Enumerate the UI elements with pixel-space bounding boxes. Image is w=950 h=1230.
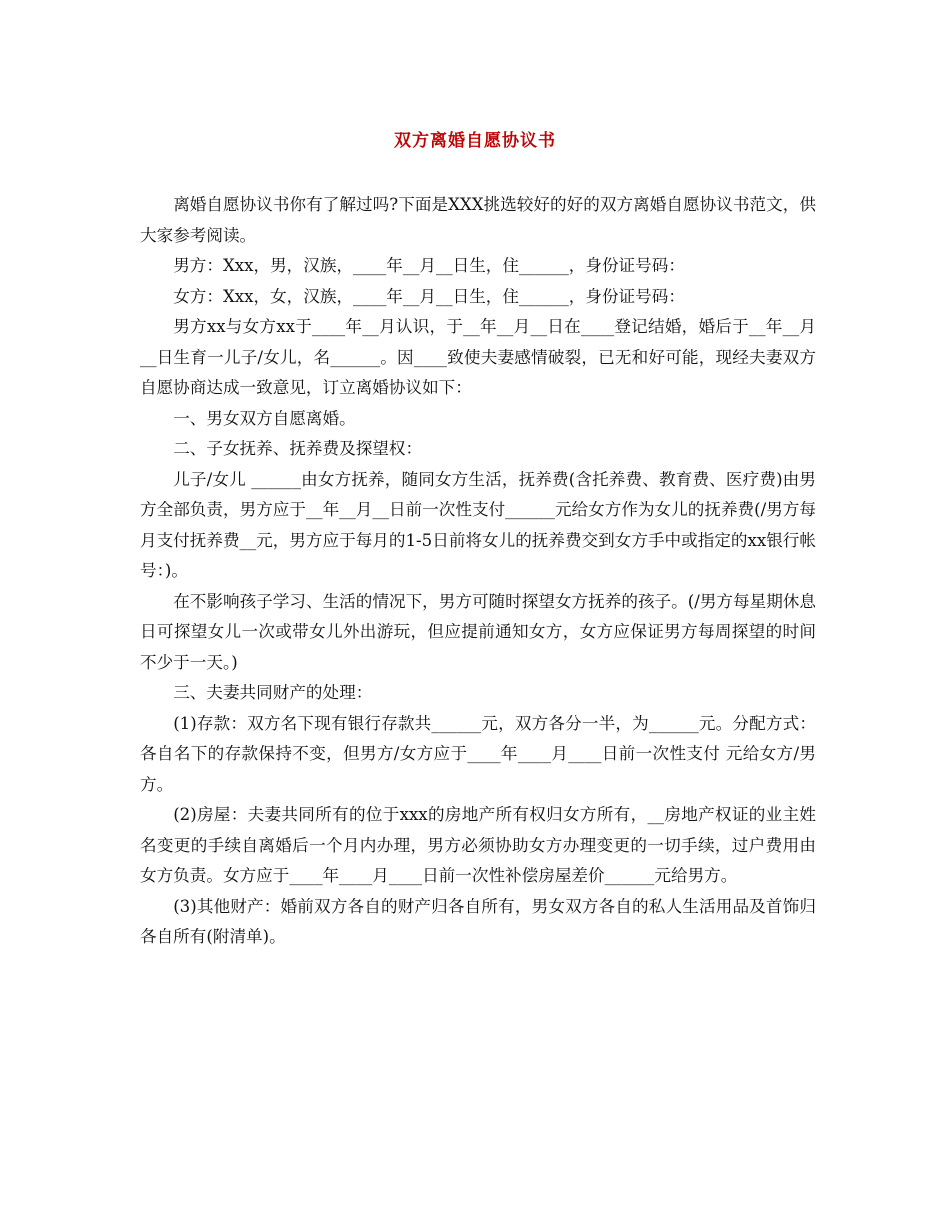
document-title: 双方离婚自愿协议书	[394, 131, 556, 151]
clause-three-heading: 三、夫妻共同财产的处理：	[173, 683, 373, 702]
male-party-paragraph: 男方：Xxx，男，汉族，____年__月__日生，住______，身份证号码：	[173, 256, 685, 275]
marriage-background-paragraph: 男方xx与女方xx于____年__月认识，于__年__月__日在____登记结婚，婚后于__年__月__日生育一儿子/女儿，名______。因____致使夫妻感情破裂，已无和好可能，现经夫妻双方自愿协商达成一致意见，订立离婚协议如下：	[140, 317, 816, 397]
clause-one-heading: 一、男女双方自愿离婚。	[173, 408, 356, 428]
female-party-paragraph: 女方：Xxx，女，汉族，____年__月__日生，住______，身份证号码：	[173, 286, 685, 306]
child-support-paragraph: 儿子/女儿 ______由女方抚养，随同女方生活，抚养费(含托养费、教育费、医疗费)由男方全部负责，男方应于__年__月__日前一次性支付______元给女方作为女儿的抚养费(/男方每月支付抚养费__元，男方应于每月的1-5日前将女儿的抚养费交到女方手中或指定的xx银行帐号：)。	[140, 469, 816, 580]
clause-two-heading: 二、子女抚养、抚养费及探望权：	[173, 439, 423, 458]
other-property-paragraph: (3)其他财产：婚前双方各自的财产归各自所有，男女双方各自的私人生活用品及首饰归各自所有(附清单)。	[140, 896, 816, 946]
visitation-paragraph: 在不影响孩子学习、生活的情况下，男方可随时探望女方抚养的孩子。(/男方每星期休息日可探望女儿一次或带女儿外出游玩，但应提前通知女方，女方应保证男方每周探望的时间不少于一天。)	[140, 591, 816, 672]
house-paragraph: (2)房屋：夫妻共同所有的位于xxx的房地产所有权归女方所有，__房地产权证的业主姓名变更的手续自离婚后一个月内办理，男方必须协助女方办理变更的一切手续，过户费用由女方负责。女方应于____年____月____日前一次性补偿房屋差价______元给男方。	[140, 805, 816, 885]
intro-paragraph: 离婚自愿协议书你有了解过吗?下面是XXX挑选较好的好的双方离婚自愿协议书范文，供大家参考阅读。	[140, 195, 816, 245]
savings-paragraph: (1)存款：双方名下现有银行存款共______元，双方各分一半，为______元。分配方式：各自名下的存款保持不变，但男方/女方应于____年____月____日前一次性支付 元给女方/男方。	[140, 713, 816, 794]
document-body	[140, 190, 816, 953]
